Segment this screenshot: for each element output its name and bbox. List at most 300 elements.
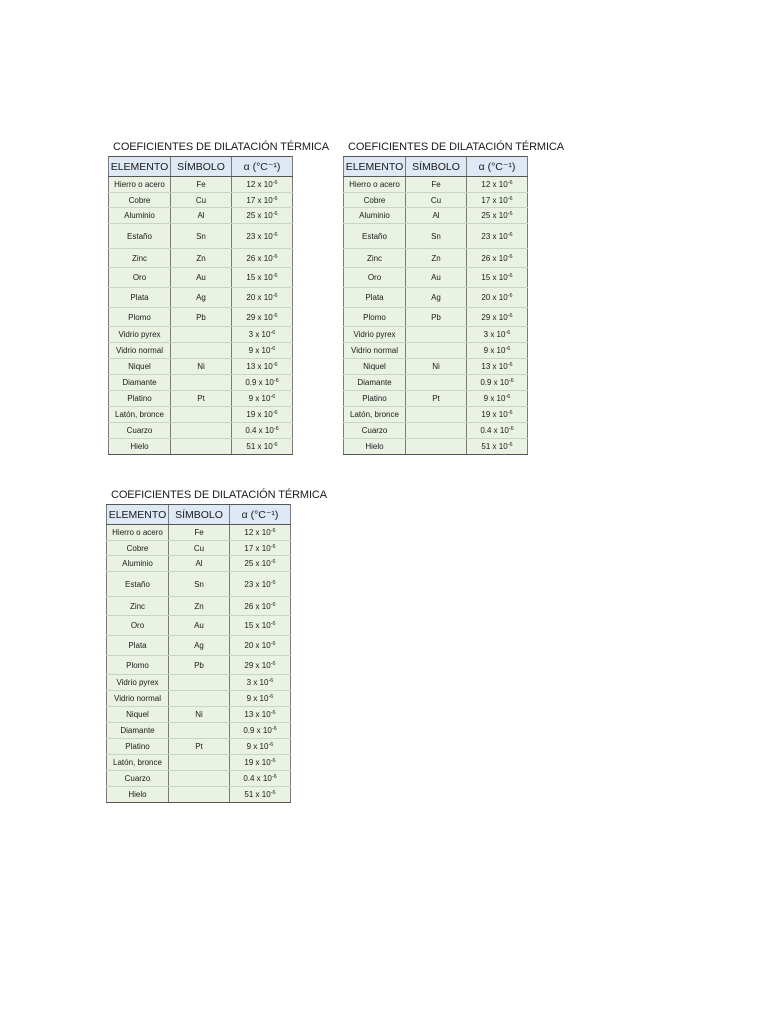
table-row [344,268,528,288]
coefficient-exponent: -6 [270,621,276,627]
element-cell: Niquel [107,707,169,723]
element-cell: Hierro o acero [107,525,169,541]
symbol-cell: Zn [171,249,232,268]
coefficient-exponent: -6 [270,330,276,336]
symbol-cell [406,375,467,391]
coefficient-exponent: -6 [268,678,274,684]
coefficient-mantissa: 23 x 10 [244,579,271,589]
element-cell: Estaño [344,224,406,249]
coefficient-exponent: -6 [507,312,513,319]
coefficient-cell [232,343,293,359]
table-row [107,755,291,771]
coefficient-cell [230,755,291,771]
coefficient-exponent: -6 [270,660,276,667]
coefficient-exponent: -6 [508,378,514,384]
table-row [109,359,293,375]
table-row [109,268,293,288]
table-row [109,288,293,308]
symbol-cell: Pb [169,656,230,675]
coefficient-mantissa: 15 x 10 [481,273,508,282]
header-symbol: SÍMBOLO [171,157,232,177]
symbol-cell: Pt [169,739,230,755]
coefficient-mantissa: 19 x 10 [244,758,271,767]
coefficient-exponent: -6 [272,195,278,202]
symbol-cell [406,327,467,343]
coefficient-exponent: -6 [272,211,278,217]
coefficient-exponent: -6 [270,710,276,716]
coefficient-mantissa: 15 x 10 [244,621,271,630]
coefficient-cell [230,771,291,787]
symbol-cell: Sn [171,224,232,249]
table-row [344,288,528,308]
data-table [106,504,291,803]
element-cell: Niquel [109,359,171,375]
table-row [107,541,291,556]
symbol-cell [171,407,232,423]
coefficient-exponent: -6 [272,442,278,448]
element-cell: Cuarzo [109,423,171,439]
coefficient-exponent: -6 [270,543,276,550]
symbol-cell [169,723,230,739]
coefficient-mantissa: 0.9 x 10 [480,378,509,387]
coefficient-exponent: -6 [507,293,513,299]
table-row [344,193,528,208]
coefficient-cell [467,343,528,359]
element-cell: Platino [109,391,171,407]
table-row [107,691,291,707]
coefficient-exponent: -6 [268,742,274,748]
coefficient-cell [230,597,291,616]
coefficient-mantissa: 9 x 10 [248,346,271,355]
coefficient-mantissa: 9 x 10 [483,346,506,355]
coefficient-mantissa: 51 x 10 [246,442,273,451]
symbol-cell: Fe [171,177,232,193]
table-row [109,407,293,423]
coefficient-mantissa: 0.4 x 10 [480,426,509,435]
symbol-cell [169,755,230,771]
coefficient-exponent: -6 [272,410,278,416]
element-cell: Vidrio normal [109,343,171,359]
coefficient-cell [230,572,291,597]
element-cell: Cuarzo [107,771,169,787]
element-cell: Aluminio [107,556,169,572]
table-row [109,249,293,268]
table-row [107,656,291,675]
table-row [344,327,528,343]
coefficient-mantissa: 25 x 10 [246,211,273,220]
table-title: COEFICIENTES DE DILATACIÓN TÉRMICA [348,141,565,153]
coefficient-cell [467,327,528,343]
data-table [343,156,528,455]
element-cell: Hielo [107,787,169,803]
table-row [107,572,291,597]
coefficient-cell [232,423,293,439]
symbol-cell: Ni [169,707,230,723]
symbol-cell [406,439,467,455]
symbol-cell: Fe [406,177,467,193]
table-row [107,723,291,739]
coefficient-cell [467,288,528,308]
symbol-cell: Cu [406,193,467,208]
element-cell: Oro [107,616,169,636]
coefficient-cell [232,249,293,268]
coefficient-mantissa: 9 x 10 [248,394,271,403]
table-row [344,407,528,423]
coefficient-cell [230,525,291,541]
element-cell: Plomo [344,308,406,327]
element-cell: Estaño [109,224,171,249]
coefficient-cell [467,439,528,455]
coefficient-mantissa: 9 x 10 [246,694,269,703]
element-cell: Cuarzo [344,423,406,439]
coefficient-cell [230,636,291,656]
symbol-cell: Pt [406,391,467,407]
table-row [109,343,293,359]
element-cell: Diamante [344,375,406,391]
symbol-cell [406,423,467,439]
coefficient-mantissa: 17 x 10 [481,195,508,205]
coefficient-cell [230,541,291,556]
coefficient-exponent: -6 [270,758,276,764]
element-cell: Vidrio pyrex [107,675,169,691]
coefficient-cell [232,391,293,407]
coefficient-exponent: -6 [505,330,511,336]
table-row [107,787,291,803]
header-symbol: SÍMBOLO [169,505,230,525]
element-cell: Cobre [107,541,169,556]
coefficient-cell [232,327,293,343]
data-table [108,156,293,455]
coefficient-cell [230,656,291,675]
coefficient-exponent: -6 [270,346,276,352]
coefficient-exponent: -6 [272,253,278,260]
symbol-cell: Ag [406,288,467,308]
coefficient-mantissa: 3 x 10 [483,330,506,339]
coefficient-cell [230,556,291,572]
coefficient-exponent: -6 [273,378,279,384]
symbol-cell [171,327,232,343]
symbol-cell: Sn [406,224,467,249]
coefficient-exponent: -6 [272,293,278,299]
symbol-cell: Zn [169,597,230,616]
coefficient-exponent: -6 [268,694,274,700]
coefficients-table-1 [108,138,329,455]
symbol-cell [169,771,230,787]
coefficient-exponent: -6 [508,426,514,432]
coefficient-exponent: -6 [505,394,511,400]
coefficient-cell [467,308,528,327]
header-alpha: α (°C⁻¹) [232,157,293,177]
coefficient-mantissa: 15 x 10 [246,273,273,282]
element-cell: Hierro o acero [344,177,406,193]
coefficient-cell [230,739,291,755]
element-cell: Oro [109,268,171,288]
coefficient-mantissa: 26 x 10 [246,253,273,263]
coefficient-mantissa: 0.9 x 10 [243,726,272,735]
symbol-cell [171,439,232,455]
table-row [107,675,291,691]
symbol-cell [406,407,467,423]
table-row [107,616,291,636]
symbol-cell: Sn [169,572,230,597]
element-cell: Oro [344,268,406,288]
symbol-cell: Pt [171,391,232,407]
symbol-cell: Ni [406,359,467,375]
element-cell: Hielo [109,439,171,455]
symbol-cell: Au [406,268,467,288]
element-cell: Niquel [344,359,406,375]
symbol-cell: Pb [406,308,467,327]
coefficient-cell [230,691,291,707]
coefficient-mantissa: 29 x 10 [246,312,273,322]
element-cell: Plata [107,636,169,656]
coefficient-exponent: -6 [507,410,513,416]
coefficient-mantissa: 3 x 10 [248,330,271,339]
coefficient-cell [232,308,293,327]
table-row [107,525,291,541]
coefficient-cell [467,391,528,407]
symbol-cell [171,343,232,359]
symbol-cell [169,675,230,691]
coefficient-exponent: -6 [272,273,278,279]
element-cell: Vidrio pyrex [344,327,406,343]
element-cell: Aluminio [344,208,406,224]
symbol-cell: Ag [169,636,230,656]
coefficient-exponent: -6 [270,528,276,534]
coefficient-exponent: -6 [507,180,513,186]
header-alpha: α (°C⁻¹) [467,157,528,177]
symbol-cell [169,691,230,707]
table-row [109,423,293,439]
coefficient-mantissa: 12 x 10 [244,528,271,537]
coefficient-cell [467,224,528,249]
coefficient-cell [232,439,293,455]
header-element: ELEMENTO [344,157,406,177]
table-row [107,771,291,787]
element-cell: Zinc [109,249,171,268]
table-row [109,177,293,193]
element-cell: Diamante [107,723,169,739]
coefficient-mantissa: 26 x 10 [244,601,271,611]
element-cell: Latón, bronce [109,407,171,423]
table-row [344,308,528,327]
table-row [109,224,293,249]
symbol-cell: Pb [171,308,232,327]
coefficient-cell [467,208,528,224]
coefficient-exponent: -6 [507,195,513,202]
element-cell: Cobre [109,193,171,208]
element-cell: Zinc [344,249,406,268]
coefficient-mantissa: 19 x 10 [246,410,273,419]
table-row [109,375,293,391]
coefficient-cell [232,193,293,208]
coefficient-mantissa: 0.9 x 10 [245,378,274,387]
element-cell: Platino [107,739,169,755]
table-row [109,439,293,455]
element-cell: Plomo [109,308,171,327]
coefficient-mantissa: 29 x 10 [244,660,271,670]
coefficient-cell [230,787,291,803]
coefficients-table-2 [343,138,564,455]
table-row [109,327,293,343]
element-cell: Plata [344,288,406,308]
coefficient-mantissa: 20 x 10 [246,293,273,302]
coefficient-mantissa: 13 x 10 [244,710,271,719]
symbol-cell [406,343,467,359]
symbol-cell: Al [169,556,230,572]
element-cell: Hierro o acero [109,177,171,193]
coefficient-cell [232,224,293,249]
symbol-cell: Al [171,208,232,224]
coefficient-exponent: -6 [507,211,513,217]
coefficient-cell [232,268,293,288]
coefficient-cell [467,193,528,208]
table-title: COEFICIENTES DE DILATACIÓN TÉRMICA [113,141,330,153]
coefficient-mantissa: 9 x 10 [483,394,506,403]
coefficient-cell [467,177,528,193]
coefficient-cell [230,616,291,636]
table-row [107,597,291,616]
table-title: COEFICIENTES DE DILATACIÓN TÉRMICA [111,489,328,501]
coefficient-mantissa: 3 x 10 [246,678,269,687]
symbol-cell: Ni [171,359,232,375]
coefficient-cell [467,359,528,375]
symbol-cell: Al [406,208,467,224]
element-cell: Latón, bronce [344,407,406,423]
header-element: ELEMENTO [107,505,169,525]
coefficient-mantissa: 51 x 10 [481,442,508,451]
coefficient-exponent: -6 [272,362,278,368]
table-row [107,636,291,656]
coefficient-exponent: -6 [270,790,276,796]
element-cell: Diamante [109,375,171,391]
header-element: ELEMENTO [109,157,171,177]
table-row [109,391,293,407]
coefficient-exponent: -6 [271,726,277,732]
table-row [344,249,528,268]
coefficient-cell [230,675,291,691]
coefficient-mantissa: 25 x 10 [481,211,508,220]
coefficient-exponent: -6 [270,601,276,608]
coefficients-table-3 [106,486,327,803]
coefficient-cell [232,407,293,423]
coefficient-exponent: -6 [507,362,513,368]
coefficient-mantissa: 25 x 10 [244,559,271,568]
coefficient-mantissa: 9 x 10 [246,742,269,751]
coefficient-mantissa: 0.4 x 10 [245,426,274,435]
coefficient-cell [467,375,528,391]
symbol-cell [169,787,230,803]
coefficient-exponent: -6 [270,394,276,400]
element-cell: Zinc [107,597,169,616]
table-row [109,308,293,327]
coefficient-mantissa: 23 x 10 [246,231,273,241]
coefficient-cell [230,707,291,723]
coefficient-exponent: -6 [507,442,513,448]
coefficient-cell [232,208,293,224]
coefficient-exponent: -6 [272,312,278,319]
element-cell: Estaño [107,572,169,597]
table-row [344,343,528,359]
coefficient-mantissa: 51 x 10 [244,790,271,799]
coefficient-mantissa: 0.4 x 10 [243,774,272,783]
coefficient-exponent: -6 [272,231,278,238]
coefficient-mantissa: 13 x 10 [481,362,508,371]
element-cell: Hielo [344,439,406,455]
table-row [344,375,528,391]
coefficient-mantissa: 26 x 10 [481,253,508,263]
table-row [344,208,528,224]
coefficient-exponent: -6 [272,180,278,186]
symbol-cell: Ag [171,288,232,308]
header-row [109,157,293,177]
table-row [344,423,528,439]
element-cell: Platino [344,391,406,407]
coefficient-exponent: -6 [507,273,513,279]
header-row [344,157,528,177]
table-row [107,556,291,572]
symbol-cell: Zn [406,249,467,268]
element-cell: Vidrio normal [107,691,169,707]
table-row [344,177,528,193]
coefficient-cell [467,249,528,268]
coefficient-mantissa: 19 x 10 [481,410,508,419]
coefficient-cell [467,268,528,288]
coefficient-exponent: -6 [270,641,276,647]
coefficient-mantissa: 12 x 10 [246,180,273,189]
coefficient-cell [232,177,293,193]
header-row [107,505,291,525]
coefficient-cell [467,423,528,439]
coefficient-mantissa: 29 x 10 [481,312,508,322]
header-alpha: α (°C⁻¹) [230,505,291,525]
coefficient-exponent: -6 [505,346,511,352]
symbol-cell: Cu [171,193,232,208]
coefficient-exponent: -6 [507,231,513,238]
element-cell: Aluminio [109,208,171,224]
element-cell: Vidrio pyrex [109,327,171,343]
table-row [107,739,291,755]
coefficient-cell [232,288,293,308]
coefficient-mantissa: 13 x 10 [246,362,273,371]
table-row [344,224,528,249]
coefficient-mantissa: 20 x 10 [244,641,271,650]
symbol-cell [171,375,232,391]
symbol-cell: Fe [169,525,230,541]
symbol-cell: Cu [169,541,230,556]
symbol-cell [171,423,232,439]
coefficient-exponent: -6 [270,559,276,565]
element-cell: Cobre [344,193,406,208]
table-row [109,193,293,208]
coefficient-exponent: -6 [271,774,277,780]
element-cell: Latón, bronce [107,755,169,771]
coefficient-mantissa: 20 x 10 [481,293,508,302]
table-row [107,707,291,723]
table-row [344,359,528,375]
coefficient-exponent: -6 [270,579,276,586]
table-row [344,391,528,407]
coefficient-mantissa: 23 x 10 [481,231,508,241]
coefficient-cell [232,359,293,375]
coefficient-mantissa: 12 x 10 [481,180,508,189]
coefficient-mantissa: 17 x 10 [244,543,271,553]
coefficient-cell [467,407,528,423]
element-cell: Plomo [107,656,169,675]
element-cell: Vidrio normal [344,343,406,359]
table-row [109,208,293,224]
symbol-cell: Au [169,616,230,636]
